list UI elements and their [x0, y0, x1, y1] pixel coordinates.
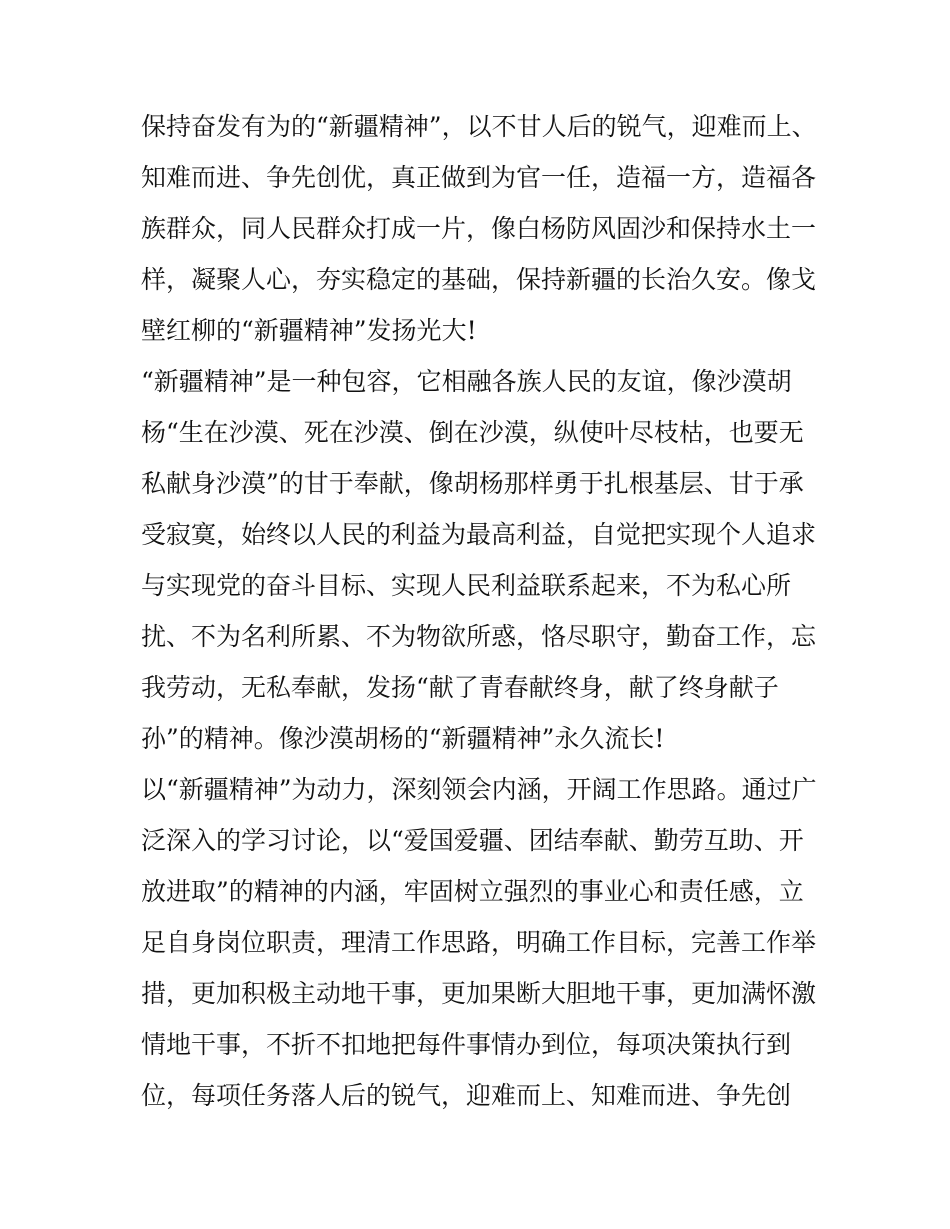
text-line: 以“新疆精神”为动力，深刻领会内涵，开阔工作思路。通过广 [141, 775, 817, 804]
text-line: 我劳动，无私奉献，发扬“献了青春献终身，献了终身献子 [141, 673, 779, 702]
text-line: 孙”的精神。像沙漠胡杨的“新疆精神”永久流长! [141, 724, 665, 753]
text-line: 保持奋发有为的“新疆精神”，以不甘人后的锐气，迎难而上、 [141, 112, 817, 141]
text-line: “新疆精神”是一种包容，它相融各族人民的友谊，像沙漠胡 [141, 367, 792, 396]
text-line: 措，更加积极主动地干事，更加果断大胆地干事，更加满怀激 [141, 979, 817, 1008]
text-line: 足自身岗位职责，理清工作思路，明确工作目标，完善工作举 [141, 928, 817, 957]
text-line: 样，凝聚人心，夯实稳定的基础，保持新疆的长治久安。像戈 [141, 265, 817, 294]
text-line: 位，每项任务落人后的锐气，迎难而上、知难而进、争先创 [141, 1081, 792, 1110]
text-line: 情地干事，不折不扣地把每件事情办到位，每项决策执行到 [141, 1030, 792, 1059]
text-line: 泛深入的学习讨论，以“爱国爱疆、团结奉献、勤劳互助、开 [141, 826, 804, 855]
text-line: 私献身沙漠”的甘于奉献，像胡杨那样勇于扎根基层、甘于承 [141, 469, 804, 498]
text-line: 放进取”的精神的内涵，牢固树立强烈的事业心和责任感，立 [141, 877, 804, 906]
text-line: 知难而进、争先创优，真正做到为官一任，造福一方，造福各 [141, 163, 817, 192]
text-line: 壁红柳的“新疆精神”发扬光大! [141, 316, 477, 345]
text-line: 杨“生在沙漠、死在沙漠、倒在沙漠，纵使叶尽枝枯，也要无 [141, 418, 804, 447]
text-line: 扰、不为名利所累、不为物欲所惑，恪尽职守，勤奋工作，忘 [141, 622, 817, 651]
text-line: 与实现党的奋斗目标、实现人民利益联系起来，不为私心所 [141, 571, 792, 600]
body-text [141, 101, 821, 1121]
text-line: 族群众，同人民群众打成一片，像白杨防风固沙和保持水土一 [141, 214, 817, 243]
text-line: 受寂寞，始终以人民的利益为最高利益，自觉把实现个人追求 [141, 520, 817, 549]
